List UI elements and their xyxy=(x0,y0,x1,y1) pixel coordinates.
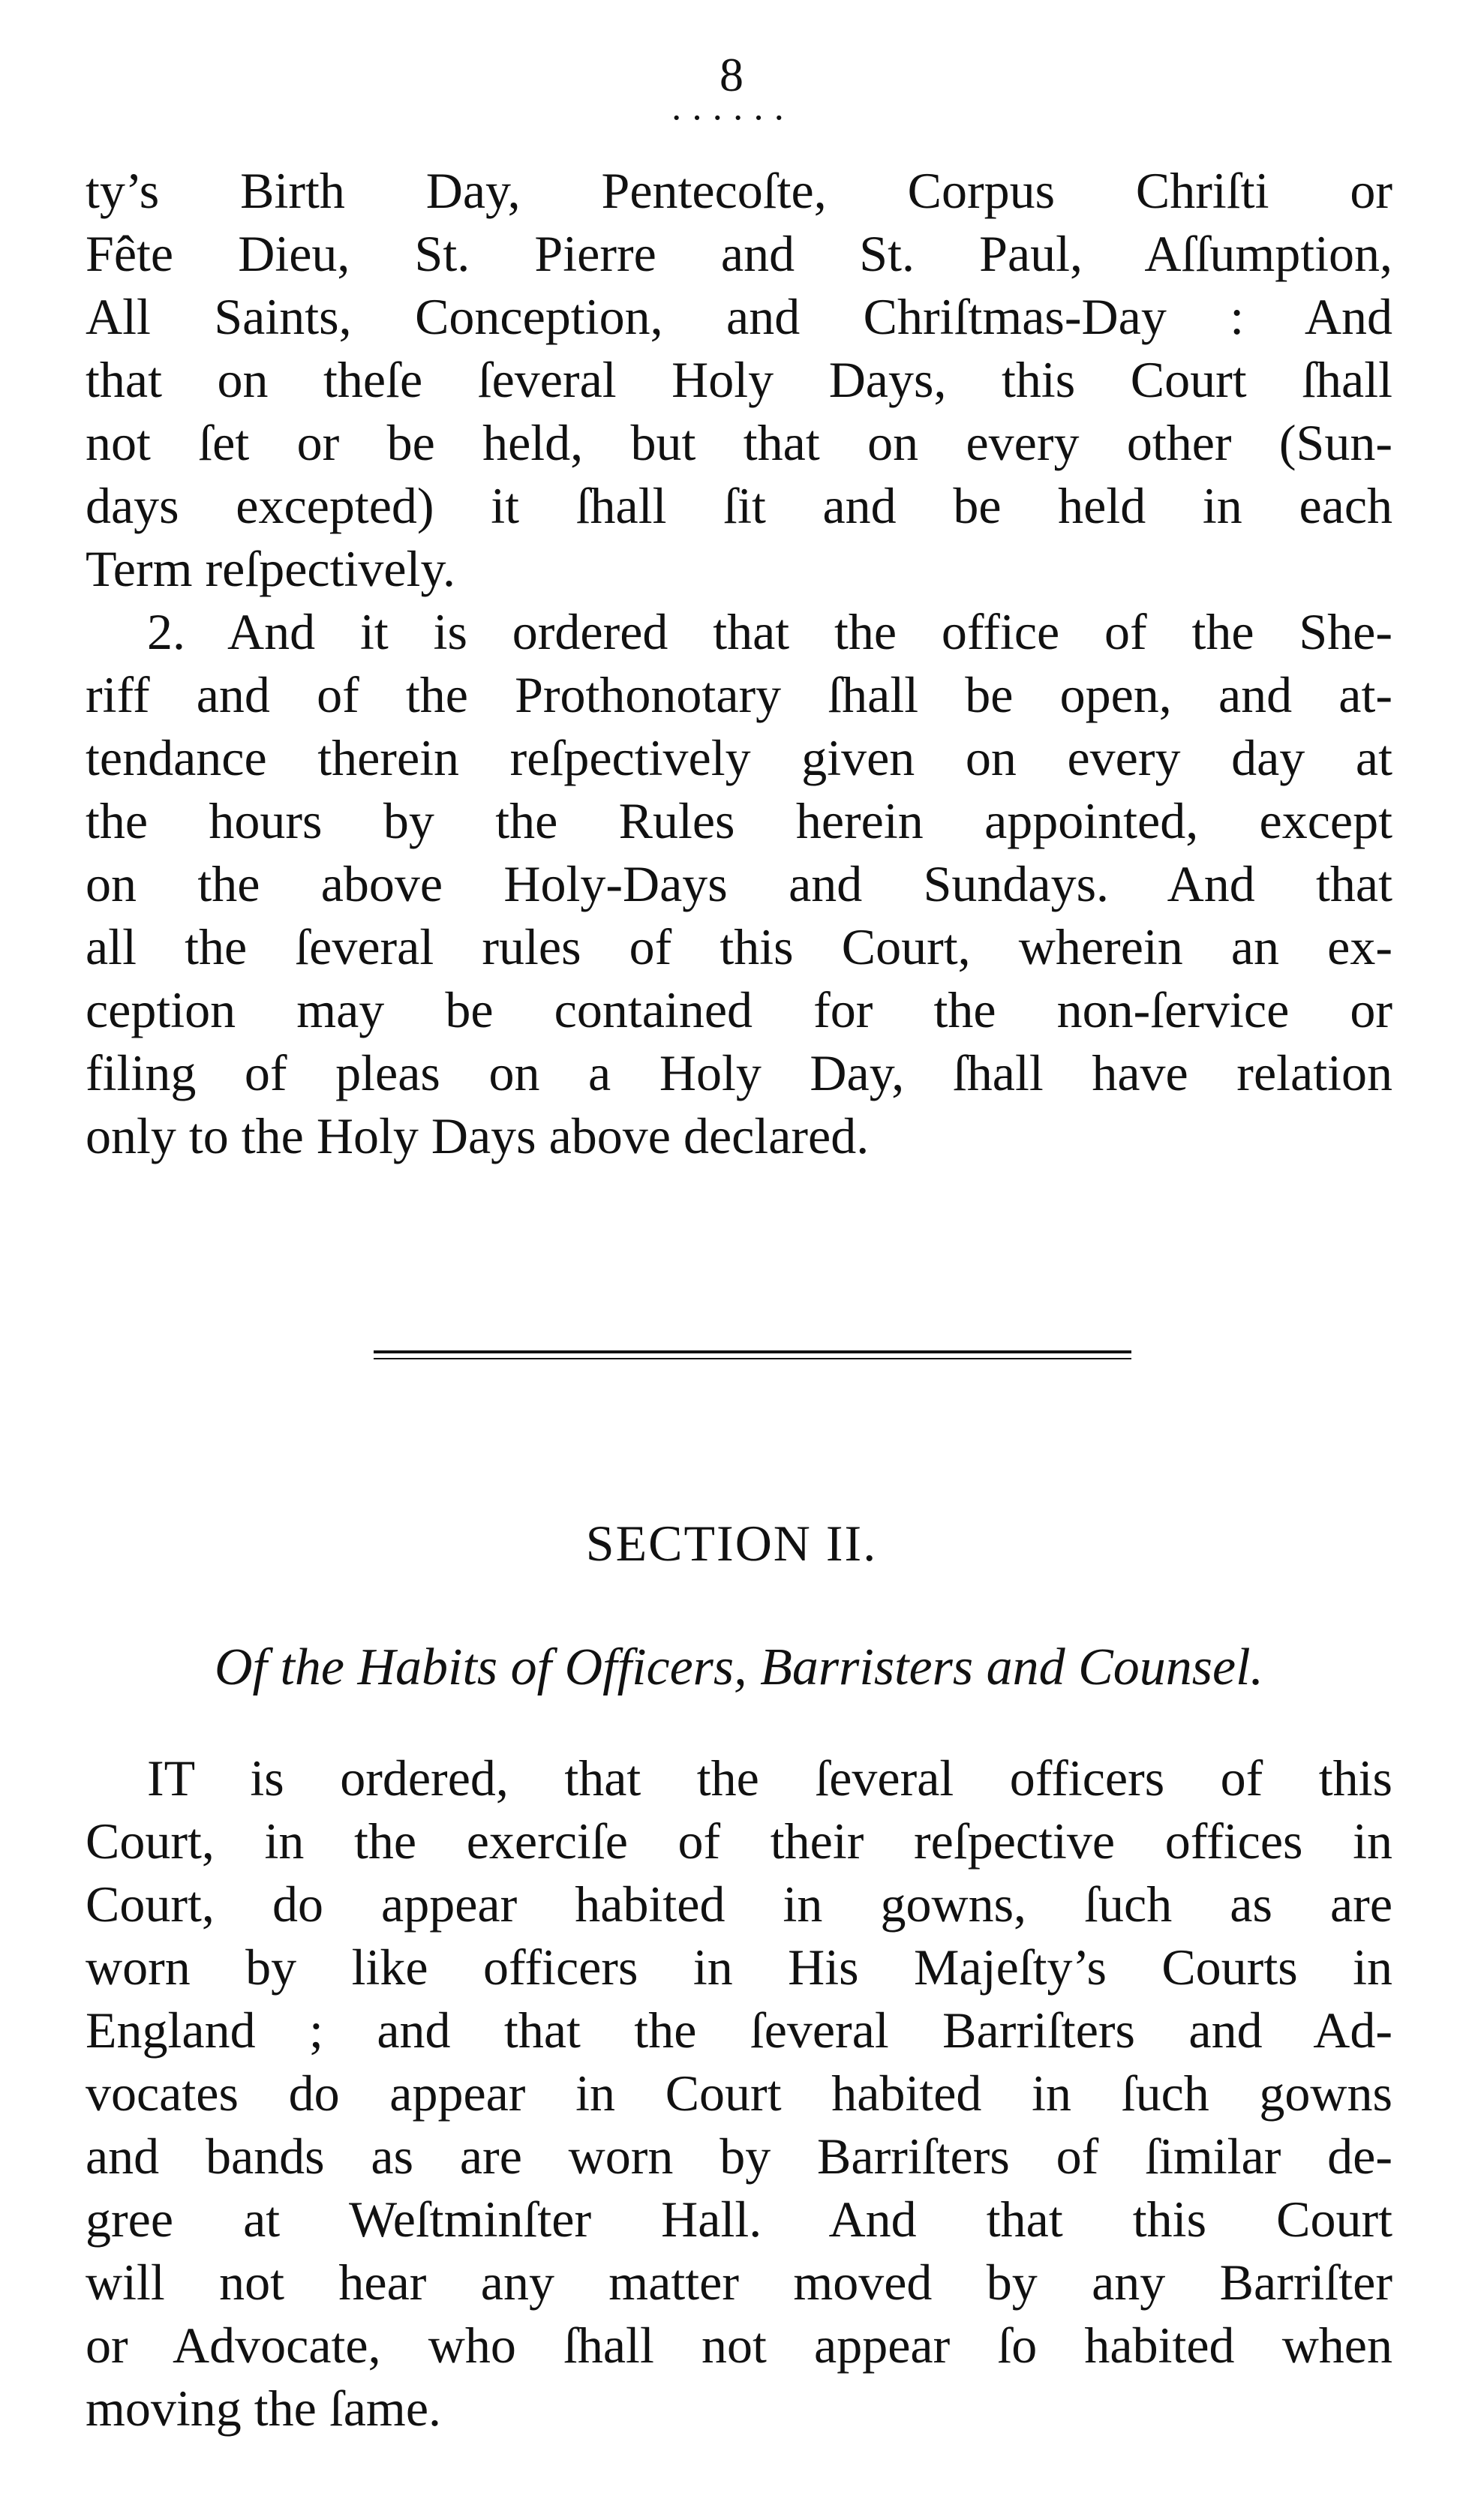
text-line: worn by like officers in His Majeſty’s Courts in xyxy=(86,1939,1392,1996)
text-line: tendance therein reſpectively given on every day at xyxy=(86,729,1392,786)
section-divider xyxy=(374,1350,1131,1353)
text-line: IT is ordered, that the ſeveral officers of this xyxy=(147,1750,1392,1807)
text-line: days excepted) it ſhall ſit and be held in each xyxy=(86,477,1392,534)
page-number: 8 xyxy=(719,48,744,101)
text-line: that on theſe ſeveral Holy Days, this Court ſhall xyxy=(86,351,1392,408)
text-line: riff and of the Prothonotary ſhall be open, and at- xyxy=(86,666,1392,723)
text-line: vocates do appear in Court habited in ſuch gowns xyxy=(86,2065,1392,2122)
text-line: All Saints, Conception, and Chriſtmas-Day : And xyxy=(86,288,1392,345)
text-line: 2. And it is ordered that the office of the She- xyxy=(147,603,1392,660)
text-line: Court, in the exerciſe of their reſpective offices in xyxy=(86,1813,1392,1870)
text-line: only to the Holy Days above declared. xyxy=(86,1107,870,1164)
text-line: moving the ſame. xyxy=(86,2380,442,2437)
text-line: ception may be contained for the non-ſervice or xyxy=(86,981,1392,1038)
text-line: not ſet or be held, but that on every other (Sun- xyxy=(86,414,1392,471)
text-line: ty’s Birth Day, Pentecoſte, Corpus Chriſti or xyxy=(86,162,1392,219)
text-line: on the above Holy-Days and Sundays. And that xyxy=(86,855,1392,912)
ornament-dots: ······ xyxy=(670,97,793,140)
paragraph-office-hours xyxy=(86,600,1392,1167)
text-line: or Advocate, who ſhall not appear ſo habited when xyxy=(86,2317,1392,2374)
text-line: will not hear any matter moved by any Barriſter xyxy=(86,2254,1392,2311)
text-line: Term reſpectively. xyxy=(86,540,456,597)
section-divider-thin xyxy=(374,1358,1131,1359)
text-line: Fête Dieu, St. Pierre and St. Paul, Aſſumption, xyxy=(86,225,1392,282)
text-line: filing of pleas on a Holy Day, ſhall have relation xyxy=(86,1044,1392,1101)
text-line: Court, do appear habited in gowns, ſuch as are xyxy=(86,1876,1392,1933)
paragraph-habits xyxy=(86,1747,1392,2440)
text-line: the hours by the Rules herein appointed, except xyxy=(86,792,1392,849)
text-line: all the ſeveral rules of this Court, wherein an ex- xyxy=(86,918,1392,975)
text-line: England ; and that the ſeveral Barriſters and Ad- xyxy=(86,2002,1392,2059)
paragraph-continued xyxy=(86,159,1392,600)
section-heading: SECTION II. xyxy=(585,1515,878,1572)
text-line: gree at Weſtminſter Hall. And that this Court xyxy=(86,2191,1392,2248)
text-line: and bands as are worn by Barriſters of ſimilar de- xyxy=(86,2128,1392,2185)
section-subtitle: Of the Habits of Officers, Barristers and Counsel. xyxy=(214,1638,1264,1696)
